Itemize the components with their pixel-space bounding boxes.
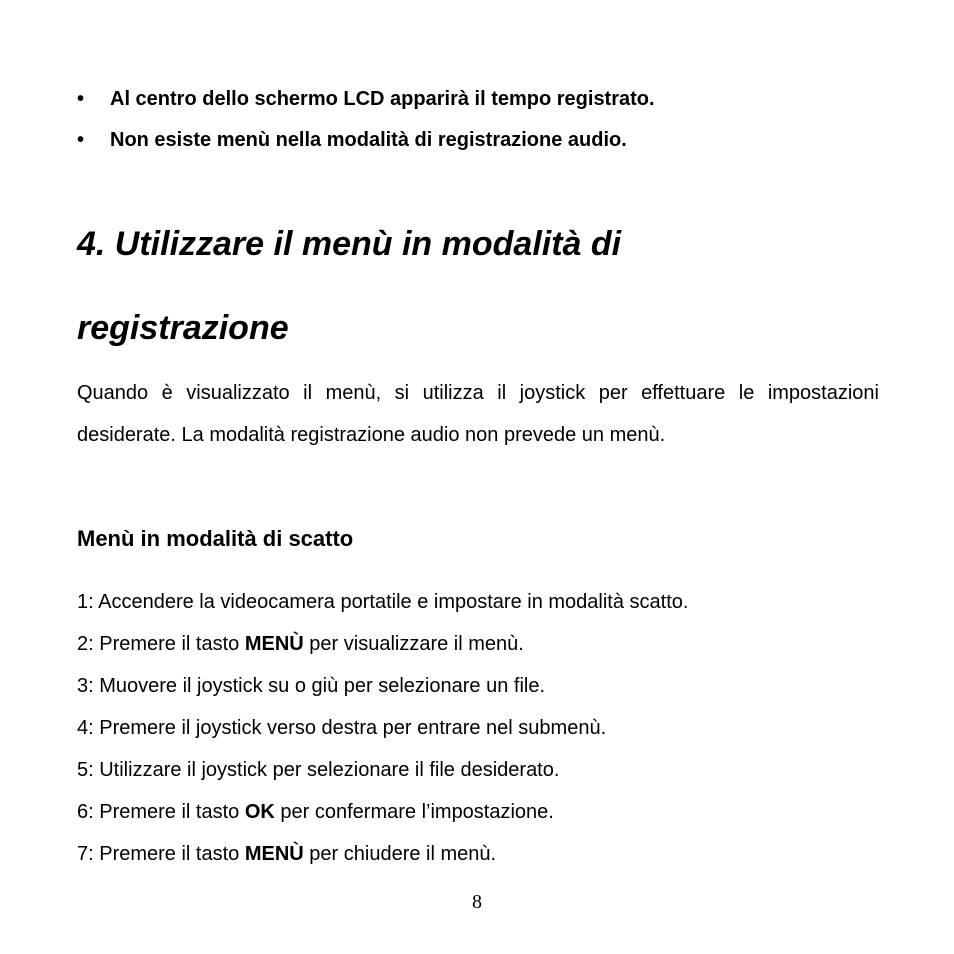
step-item [77, 674, 545, 698]
bullet-text: Al centro dello schermo LCD apparirà il tempo registrato. [110, 88, 655, 110]
step-item [77, 800, 554, 824]
bullet-marker: • [77, 88, 85, 110]
page-number: 8 [472, 891, 482, 913]
section-heading-line-1: 4. Utilizzare il menù in modalità di [77, 225, 622, 263]
step-text: 6: Premere il tasto [77, 801, 245, 823]
bullet-item [77, 128, 627, 152]
step-text: 7: Premere il tasto [77, 843, 245, 865]
step-text: 1: Accendere la videocamera portatile e impostare in modalità scatto. [77, 591, 689, 613]
bullet-text: Non esiste menù nella modalità di registrazione audio. [110, 129, 627, 151]
step-item [77, 632, 524, 656]
step-text-suffix: per chiudere il menù. [303, 843, 497, 865]
step-item [77, 590, 688, 614]
step-text: 4: Premere il joystick verso destra per entrare nel submenù. [77, 717, 607, 739]
step-text: 3: Muovere il joystick su o giù per selezionare un file. [77, 675, 546, 697]
bullet-item [77, 87, 655, 111]
section-heading-line-2: registrazione [77, 309, 289, 347]
subsection-heading: Menù in modalità di scatto [77, 526, 354, 551]
step-item [77, 842, 496, 866]
step-text-suffix: per visualizzare il menù. [303, 633, 524, 655]
step-text-suffix: per confermare l’impostazione. [274, 801, 554, 823]
bullet-marker: • [77, 129, 85, 151]
step-key-label: OK [244, 801, 275, 823]
step-item [77, 758, 559, 782]
step-key-label: MENÙ [244, 633, 304, 655]
step-item [77, 716, 606, 740]
intro-paragraph: Quando è visualizzato il menù, si utilizza il joystick per effettuare le impostazioni desiderate. La modalità registrazione audio non prevede un menù. [77, 382, 879, 446]
step-text: 5: Utilizzare il joystick per selezionare il file desiderato. [77, 759, 560, 781]
step-key-label: MENÙ [244, 843, 304, 865]
step-text: 2: Premere il tasto [77, 633, 245, 655]
